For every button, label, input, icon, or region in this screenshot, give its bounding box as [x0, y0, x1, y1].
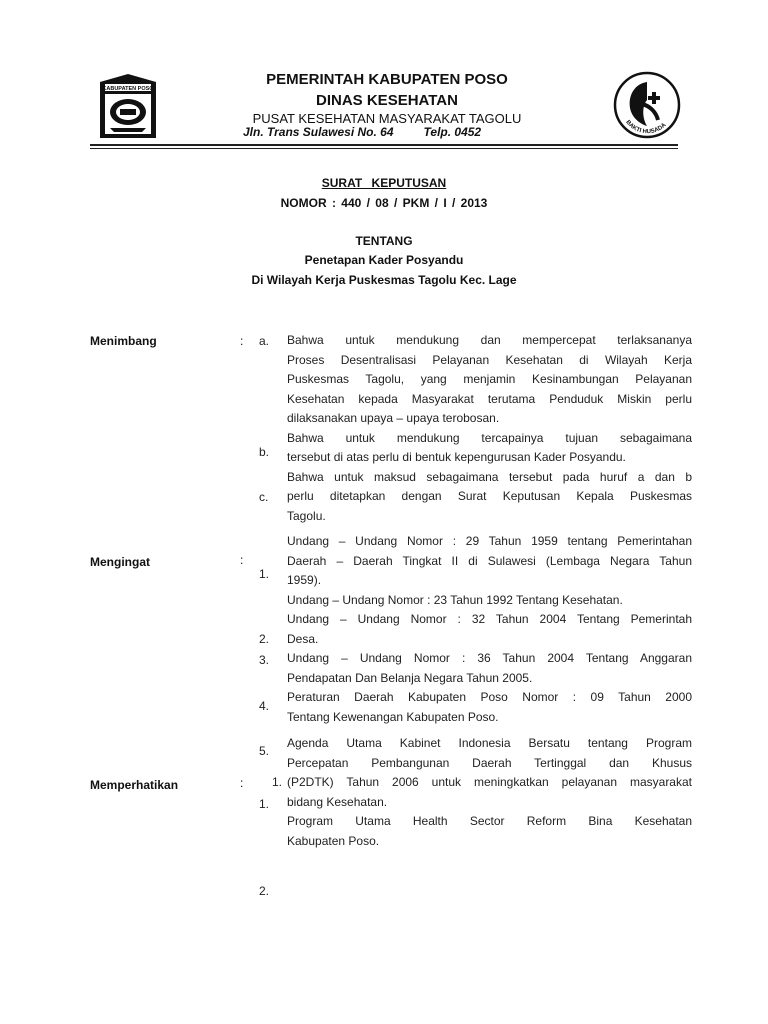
text-line: Agenda Utama Kabinet Indonesia Bersatu tentang Program: [287, 736, 692, 750]
marker-menimbang-c: c.: [259, 490, 269, 504]
marker-mengingat-2: 2.: [259, 632, 270, 646]
letterhead-department: DINAS KESEHATAN: [316, 92, 458, 109]
colon-menimbang: :: [240, 334, 244, 348]
marker-memperhatikan-inline: 1.: [272, 775, 283, 789]
text-line: Puskesmas Tagolu, yang menjamin Kesinambungan Pelayanan: [287, 372, 692, 386]
text-line: Tagolu.: [287, 508, 326, 523]
text-line: Kesehatan kepada Masyarakat terutama Penduduk Miskin perlu: [287, 391, 692, 406]
text-line: dilaksanakan upaya – upaya terobosan.: [287, 411, 500, 425]
text-line: (P2DTK) Tahun 2006 untuk meningkatkan pelayanan masyarakat: [287, 775, 692, 789]
text-line: Peraturan Daerah Kabupaten Poso Nomor : 09 Tahun 2000: [287, 690, 692, 704]
text-line: Tentang Kewenangan Kabupaten Poso.: [287, 709, 499, 724]
text-line: Percepatan Pembangunan Daerah Tertinggal dan Khusus: [287, 755, 692, 770]
text-line: bidang Kesehatan.: [287, 794, 388, 809]
text-line: Program Utama Health Sector Reform Bina Kesehatan: [287, 814, 692, 828]
decree-subject-line1: Penetapan Kader Posyandu: [304, 253, 464, 267]
text-line: Pendapatan Dan Belanja Negara Tahun 2005.: [287, 670, 533, 685]
letterhead-contact: [243, 125, 481, 139]
logo-ring-text: BAKTI HUSADA: [624, 119, 668, 136]
colon-mengingat: :: [240, 553, 244, 567]
text-line: Bahwa untuk maksud sebagaimana tersebut pada huruf a dan b: [287, 469, 692, 484]
kabupaten-poso-emblem: [96, 72, 160, 142]
text-line: perlu ditetapkan dengan Surat Keputusan Kepala Puskesmas: [287, 489, 692, 503]
decree-title-text: SURAT KEPUTUSAN: [321, 176, 447, 190]
text-line: tersebut di atas perlu di bentuk kepengurusan Kader Posyandu.: [287, 450, 626, 464]
colon-memperhatikan: :: [240, 776, 244, 790]
bakti-husada-logo: [612, 70, 682, 140]
decree-subject-line2: Di Wilayah Kerja Puskesmas Tagolu Kec. Lage: [251, 273, 517, 287]
mengingat-text: [287, 532, 692, 727]
marker-mengingat-5: 5.: [259, 744, 270, 758]
section-label-mengingat: Mengingat: [90, 555, 150, 569]
memperhatikan-text: [287, 734, 692, 851]
decree-number: NOMOR : 440 / 08 / PKM / I / 2013: [280, 196, 488, 210]
letterhead-address: Jln. Trans Sulawesi No. 64: [243, 125, 394, 139]
letterhead-government: PEMERINTAH KABUPATEN POSO: [266, 71, 508, 88]
decree-title: [0, 176, 768, 190]
letterhead-institution: PUSAT KESEHATAN MASYARAKAT TAGOLU: [252, 111, 522, 126]
section-label-memperhatikan: Memperhatikan: [90, 778, 179, 792]
text-line: Desa.: [287, 631, 319, 646]
letterhead-rule-thick: [90, 144, 678, 146]
decree-tentang: TENTANG: [355, 234, 413, 248]
text-line: Undang – Undang Nomor : 32 Tahun 2004 Tentang Pemerintah: [287, 612, 692, 626]
marker-memperhatikan-2: 2.: [259, 884, 270, 898]
marker-menimbang-b: b.: [259, 445, 270, 459]
text-line: Undang – Undang Nomor : 36 Tahun 2004 Tentang Anggaran: [287, 651, 692, 665]
marker-menimbang-a: a.: [259, 334, 270, 348]
text-line: Undang – Undang Nomor : 23 Tahun 1992 Tentang Kesehatan.: [287, 592, 623, 607]
menimbang-text: [287, 331, 692, 526]
text-line: Daerah – Daerah Tingkat II di Sulawesi (Lembaga Negara Tahun: [287, 553, 692, 568]
section-label-menimbang: Menimbang: [90, 334, 157, 348]
marker-mengingat-3: 3.: [259, 653, 270, 667]
text-line: Kabupaten Poso.: [287, 833, 380, 848]
marker-memperhatikan-1: 1.: [259, 797, 270, 811]
text-line: 1959).: [287, 573, 322, 587]
letterhead-phone: Telp. 0452: [423, 125, 482, 139]
text-line: Bahwa untuk mendukung tercapainya tujuan sebagaimana: [287, 430, 692, 445]
letterhead-rule-thin: [90, 148, 678, 149]
marker-mengingat-1: 1.: [259, 567, 270, 581]
text-line: Bahwa untuk mendukung dan mempercepat terlaksananya: [287, 333, 692, 347]
marker-mengingat-4: 4.: [259, 699, 270, 713]
text-line: Undang – Undang Nomor : 29 Tahun 1959 tentang Pemerintahan: [287, 534, 692, 548]
text-line: Proses Desentralisasi Pelayanan Kesehatan di Wilayah Kerja: [287, 352, 692, 367]
emblem-label: KABUPATEN POSO: [102, 86, 154, 92]
